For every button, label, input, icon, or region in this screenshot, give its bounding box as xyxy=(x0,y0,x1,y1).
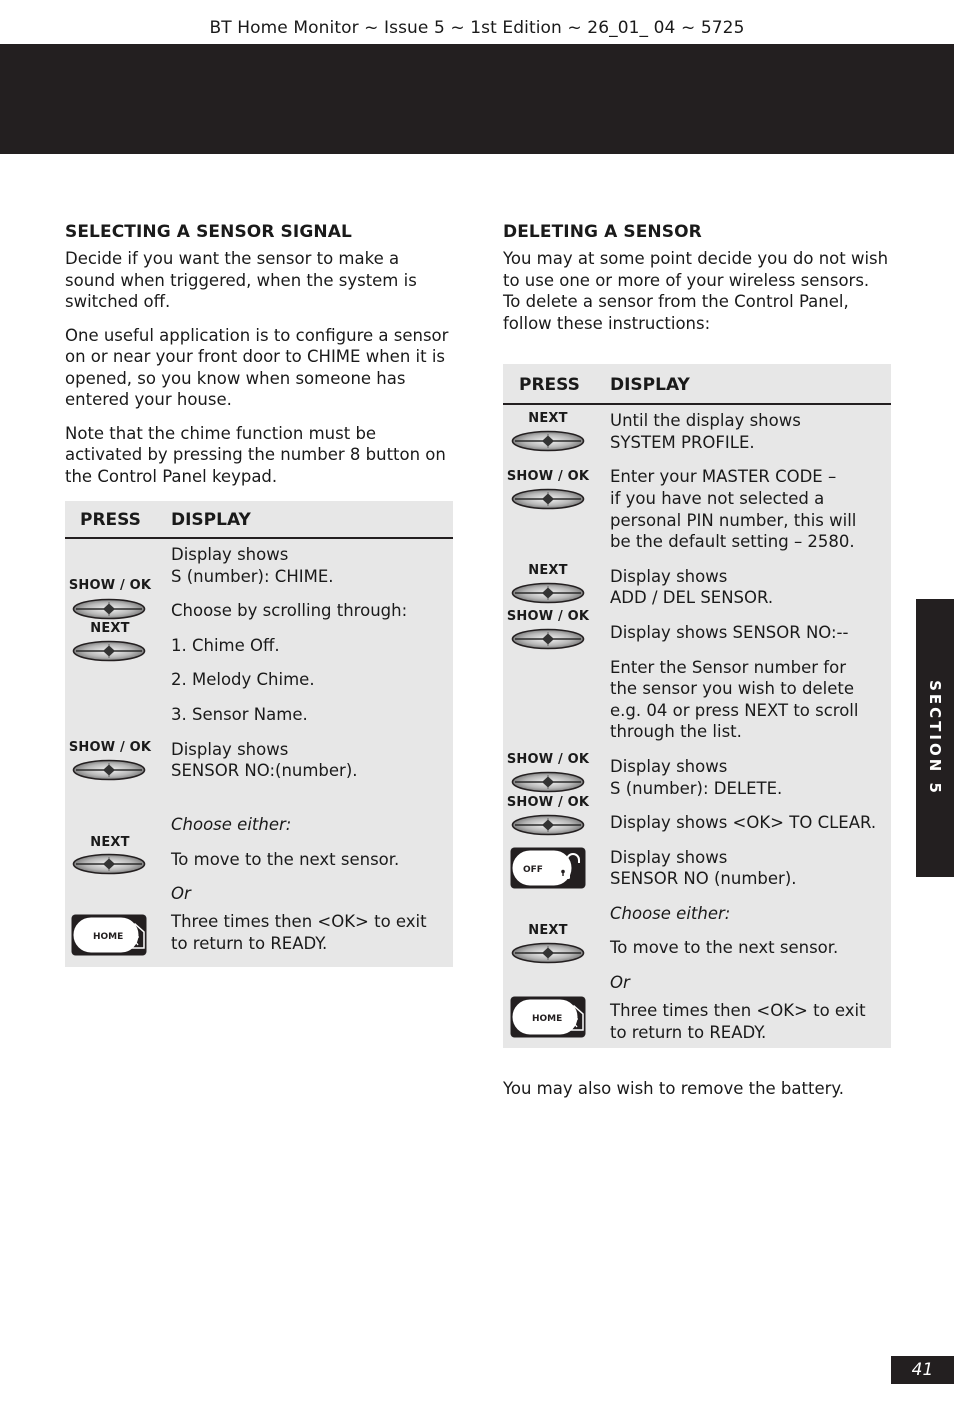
next-label: NEXT xyxy=(90,621,130,636)
display-line: Or xyxy=(610,973,630,992)
table-header xyxy=(65,501,453,539)
display-line: 1. Chime Off. xyxy=(171,636,280,655)
oval-button-icon xyxy=(72,598,146,620)
next-button[interactable] xyxy=(511,430,585,452)
next-label: NEXT xyxy=(90,835,130,850)
show-ok-button[interactable] xyxy=(511,628,585,650)
display-line: Display shows xyxy=(610,848,728,867)
svg-text:OFF: OFF xyxy=(523,865,543,875)
home-key-icon xyxy=(71,914,147,956)
display-line: Enter your MASTER CODE – xyxy=(610,467,837,486)
oval-button-icon xyxy=(511,942,585,964)
display-line: SENSOR NO (number). xyxy=(610,869,797,888)
oval-button-icon xyxy=(72,853,146,875)
display-line: if you have not selected a xyxy=(610,489,825,508)
oval-button-icon xyxy=(511,771,585,793)
show-ok-button[interactable] xyxy=(511,488,585,510)
oval-button-icon xyxy=(511,814,585,836)
show-ok-button[interactable] xyxy=(72,598,146,620)
display-header: DISPLAY xyxy=(610,375,690,395)
oval-button-icon xyxy=(511,488,585,510)
display-line: personal PIN number, this will xyxy=(610,511,857,530)
page-number: 41 xyxy=(891,1356,954,1384)
display-line: Choose either: xyxy=(610,904,731,923)
display-line: To move to the next sensor. xyxy=(610,938,839,957)
table-header xyxy=(503,364,891,405)
off-key-icon xyxy=(510,847,586,889)
display-line: Three times then <OK> to exit xyxy=(171,912,427,931)
display-line: through the list. xyxy=(610,722,742,741)
deleting-sensor-table xyxy=(503,364,891,1048)
press-header: PRESS xyxy=(519,375,580,395)
display-line: 3. Sensor Name. xyxy=(171,705,308,724)
show-ok-label: SHOW / OK xyxy=(506,469,590,484)
section-tab xyxy=(916,599,954,877)
display-line: Display shows SENSOR NO:-- xyxy=(610,623,849,642)
left-paragraph-2: One useful application is to configure a sensor on or near your front door to CHIME when it is opened, so you know when someone has entered your house. xyxy=(65,325,449,409)
home-button[interactable] xyxy=(510,996,586,1038)
display-line: Until the display shows xyxy=(610,411,801,430)
display-header: DISPLAY xyxy=(171,510,251,530)
display-line: be the default setting – 2580. xyxy=(610,532,855,551)
next-label: NEXT xyxy=(528,923,568,938)
oval-button-icon xyxy=(72,759,146,781)
press-header: PRESS xyxy=(80,510,141,530)
display-line: e.g. 04 or press NEXT to scroll xyxy=(610,701,859,720)
section-tab-label: SECTION 5 xyxy=(926,680,944,796)
battery-note: You may also wish to remove the battery. xyxy=(503,1079,845,1098)
show-ok-button[interactable] xyxy=(72,759,146,781)
display-line: Enter the Sensor number for xyxy=(610,658,846,677)
document-header: BT Home Monitor ~ Issue 5 ~ 1st Edition ~ 26_01_ 04 ~ 5725 xyxy=(209,18,745,38)
display-line: Display shows <OK> TO CLEAR. xyxy=(610,813,877,832)
show-ok-label: SHOW / OK xyxy=(506,609,590,624)
selecting-sensor-table xyxy=(65,501,453,967)
show-ok-label: SHOW / OK xyxy=(506,795,590,810)
home-key-icon xyxy=(510,996,586,1038)
display-line: Three times then <OK> to exit xyxy=(610,1001,866,1020)
display-line: Choose by scrolling through: xyxy=(171,601,408,620)
display-line: Display shows xyxy=(171,545,289,564)
next-button[interactable] xyxy=(72,640,146,662)
next-label: NEXT xyxy=(528,411,568,426)
display-line: S (number): CHIME. xyxy=(171,567,334,586)
display-line: S (number): DELETE. xyxy=(610,779,783,798)
display-line: Display shows xyxy=(171,740,289,759)
display-line: Display shows xyxy=(610,567,728,586)
off-button[interactable] xyxy=(510,847,586,889)
display-line: Or xyxy=(171,884,191,903)
display-line: Choose either: xyxy=(171,815,292,834)
show-ok-label: SHOW / OK xyxy=(506,752,590,767)
right-column xyxy=(503,222,891,346)
show-ok-label: SHOW / OK xyxy=(68,740,152,755)
show-ok-button[interactable] xyxy=(511,771,585,793)
display-line: ADD / DEL SENSOR. xyxy=(610,588,774,607)
next-button[interactable] xyxy=(511,582,585,604)
display-line: SENSOR NO:(number). xyxy=(171,761,358,780)
next-label: NEXT xyxy=(528,563,568,578)
deleting-sensor-title: DELETING A SENSOR xyxy=(503,222,702,242)
display-line: To move to the next sensor. xyxy=(171,850,400,869)
selecting-sensor-title: SELECTING A SENSOR SIGNAL xyxy=(65,222,352,242)
display-line: 2. Melody Chime. xyxy=(171,670,315,689)
oval-button-icon xyxy=(72,640,146,662)
oval-button-icon xyxy=(511,430,585,452)
left-paragraph-3: Note that the chime function must be activated by pressing the number 8 button on the Control Panel keypad. xyxy=(65,423,446,486)
right-paragraph-1: You may at some point decide you do not wish to use one or more of your wireless sensors. To delete a sensor from the Control Panel, follow these instructions: xyxy=(503,249,889,333)
svg-text:HOME: HOME xyxy=(532,1014,563,1024)
display-line: to return to READY. xyxy=(610,1023,767,1042)
display-line: to return to READY. xyxy=(171,934,328,953)
next-button[interactable] xyxy=(511,942,585,964)
oval-button-icon xyxy=(511,628,585,650)
header-band xyxy=(0,44,954,154)
show-ok-button[interactable] xyxy=(511,814,585,836)
left-column xyxy=(65,222,453,499)
oval-button-icon xyxy=(511,582,585,604)
left-paragraph-1: Decide if you want the sensor to make a sound when triggered, when the system is switched off. xyxy=(65,249,417,311)
show-ok-label: SHOW / OK xyxy=(68,578,152,593)
display-line: the sensor you wish to delete xyxy=(610,679,854,698)
next-button[interactable] xyxy=(72,853,146,875)
svg-text:HOME: HOME xyxy=(93,932,124,942)
display-line: SYSTEM PROFILE. xyxy=(610,433,755,452)
home-button[interactable] xyxy=(71,914,147,956)
display-line: Display shows xyxy=(610,757,728,776)
